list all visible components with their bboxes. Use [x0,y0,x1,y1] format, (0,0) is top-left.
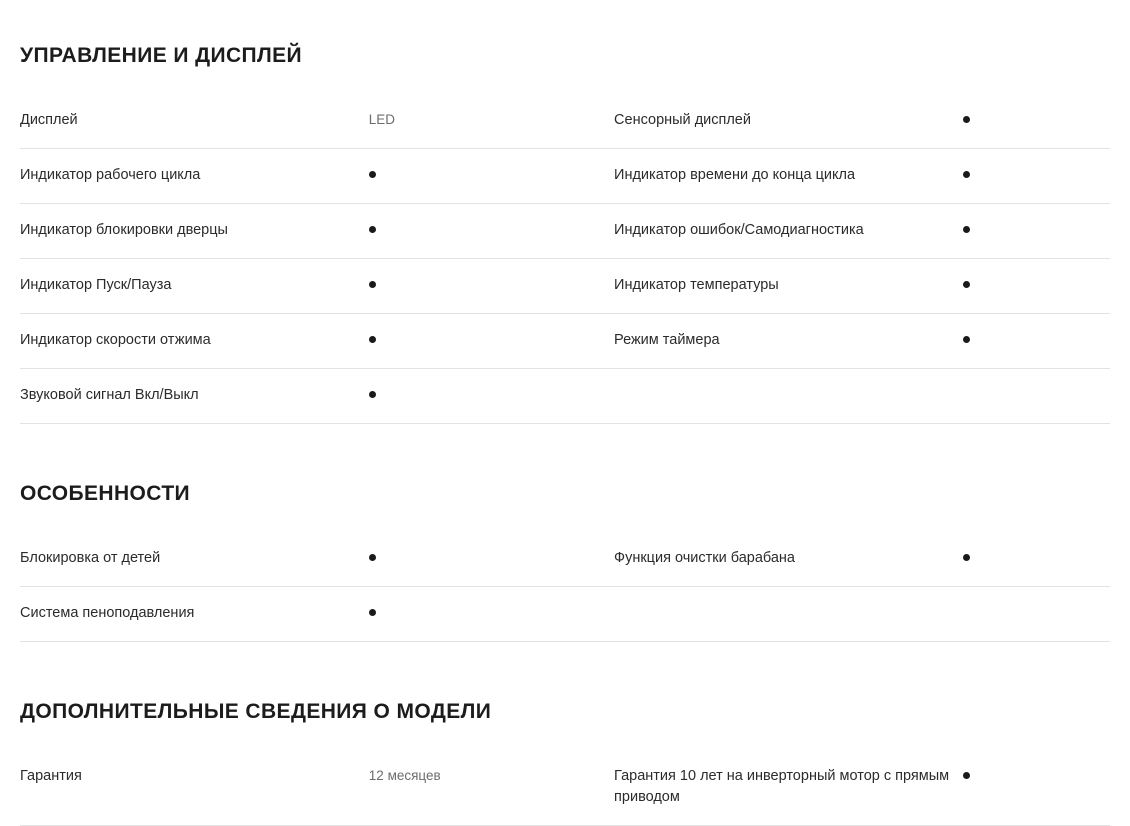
spec-label: Индикатор ошибок/Самодиагностика [614,222,864,239]
table-row [20,369,1110,424]
spec-label: Гарантия [20,768,82,785]
spec-table [20,532,1110,642]
section-spacer [20,642,1110,700]
spec-label: Режим таймера [614,332,720,349]
title-spacer [20,506,1110,532]
table-row [20,259,1110,314]
table-row [20,532,1110,587]
section-title: УПРАВЛЕНИЕ И ДИСПЛЕЙ [20,44,303,67]
spec-label: Звуковой сигнал Вкл/Выкл [20,387,199,404]
table-row [20,204,1110,259]
section-features [20,482,1110,642]
spec-value-dot [963,532,1110,587]
bullet-icon [963,116,970,123]
spec-label: Индикатор температуры [614,277,779,294]
spec-value-dot [963,259,1110,314]
title-spacer [20,724,1110,750]
top-spacer [20,0,1110,44]
table-row [20,94,1110,149]
bullet-icon [963,281,970,288]
spec-value-dot [963,750,1110,826]
spec-label: Гарантия 10 лет на инверторный мотор с прямым приводом [614,768,950,806]
spec-value-dot [963,149,1110,204]
bullet-icon [369,171,376,178]
table-row [20,314,1110,369]
bullet-icon [369,336,376,343]
spec-table [20,750,1110,826]
bullet-icon [369,226,376,233]
bullet-icon [369,609,376,616]
spec-label: Индикатор времени до конца цикла [614,167,856,184]
table-row [20,750,1110,826]
spec-table [20,94,1110,424]
spec-label-empty [614,587,963,642]
spec-value-dot [369,314,614,369]
spec-label: Индикатор рабочего цикла [20,167,201,184]
bullet-icon [963,554,970,561]
bullet-icon [369,554,376,561]
section-title: ДОПОЛНИТЕЛЬНЫЕ СВЕДЕНИЯ О МОДЕЛИ [20,700,492,724]
spec-value: LED [368,112,396,127]
spec-value: 12 месяцев [368,768,441,784]
table-row [20,149,1110,204]
title-spacer [20,68,1110,94]
spec-label-empty [614,369,963,424]
spec-label: Индикатор блокировки дверцы [20,222,228,239]
spec-label: Индикатор скорости отжима [20,332,211,349]
section-title: ОСОБЕННОСТИ [20,482,191,506]
bullet-icon [963,171,970,178]
spec-value-dot [369,149,614,204]
spec-value-empty [963,587,1110,642]
spec-label: Сенсорный дисплей [614,112,751,128]
section-additional-info [20,700,1110,826]
spec-value-dot [369,259,614,314]
spec-value-dot [369,369,614,424]
table-row [20,587,1110,642]
bullet-icon [369,281,376,288]
bullet-icon [369,391,376,398]
spec-value-dot [963,314,1110,369]
spec-label: Система пеноподавления [20,605,195,622]
spec-label: Блокировка от детей [20,550,161,567]
section-spacer [20,424,1110,482]
bullet-icon [963,226,970,233]
spec-value-dot [963,204,1110,259]
spec-label: Дисплей [20,112,78,128]
spec-value-dot [369,204,614,259]
spec-label: Функция очистки барабана [614,550,795,567]
bullet-icon [963,772,970,779]
bullet-icon [963,336,970,343]
spec-value-dot [369,587,614,642]
section-controls-display [20,44,1110,424]
spec-value-empty [963,369,1110,424]
spec-label: Индикатор Пуск/Пауза [20,277,172,294]
spec-value-dot [369,532,614,587]
spec-value-dot [963,94,1110,149]
